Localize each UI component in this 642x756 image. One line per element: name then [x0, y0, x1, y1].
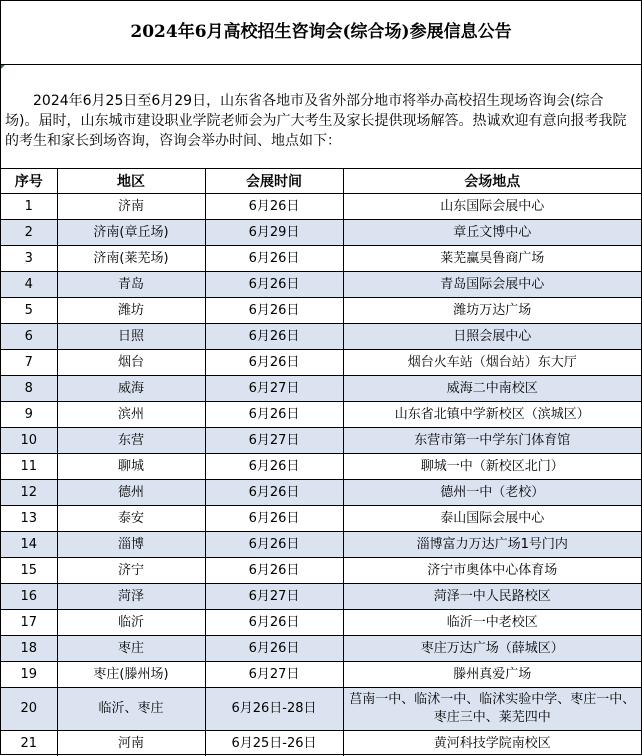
cell-region: 济宁: [57, 558, 205, 584]
table-row: [1, 246, 641, 272]
cell-no: 14: [1, 532, 57, 558]
cell-no: 16: [1, 584, 57, 610]
table-row: [1, 402, 641, 428]
cell-venue: 泰山国际会展中心: [343, 506, 641, 532]
cell-no: 10: [1, 428, 57, 454]
cell-region: 枣庄(滕州场): [57, 662, 205, 688]
table-row: [1, 532, 641, 558]
cell-no: 7: [1, 350, 57, 376]
cell-no: 3: [1, 246, 57, 272]
cell-region: 泰安: [57, 506, 205, 532]
cell-region: 济南: [57, 194, 205, 220]
cell-time: 6月27日: [205, 584, 343, 610]
cell-region: 潍坊: [57, 298, 205, 324]
cell-no: 17: [1, 610, 57, 636]
table-row: [1, 194, 641, 220]
cell-venue: 聊城一中（新校区北门）: [343, 454, 641, 480]
table-row: [1, 731, 641, 756]
cell-time: 6月27日: [205, 662, 343, 688]
table-row: [1, 428, 641, 454]
cell-region: 河南: [57, 731, 205, 756]
cell-region: 聊城: [57, 454, 205, 480]
cell-no: 9: [1, 402, 57, 428]
cell-venue: 枣庄万达广场（薛城区）: [343, 636, 641, 662]
table-row: [1, 220, 641, 246]
cell-time: 6月26日: [205, 194, 343, 220]
cell-time: 6月26日: [205, 558, 343, 584]
table-row: [1, 480, 641, 506]
cell-no: 6: [1, 324, 57, 350]
notice-title: 2024年6月高校招生咨询会(综合场)参展信息公告: [1, 1, 641, 65]
cell-time: 6月26日: [205, 454, 343, 480]
cell-region: 东营: [57, 428, 205, 454]
cell-no: 1: [1, 194, 57, 220]
cell-time: 6月26日: [205, 298, 343, 324]
header-venue: 会场地点: [343, 169, 641, 194]
cell-venue: 烟台火车站（烟台站）东大厅: [343, 350, 641, 376]
cell-time: 6月26日: [205, 246, 343, 272]
table-row: [1, 324, 641, 350]
cell-no: 5: [1, 298, 57, 324]
cell-time: 6月26日: [205, 532, 343, 558]
table-row: [1, 506, 641, 532]
table-row: [1, 272, 641, 298]
table-row: [1, 610, 641, 636]
cell-time: 6月26日: [205, 402, 343, 428]
cell-venue: 山东国际会展中心: [343, 194, 641, 220]
cell-venue: 淄博富力万达广场1号门内: [343, 532, 641, 558]
cell-region: 济南(莱芜场): [57, 246, 205, 272]
cell-corner-mark: [1, 65, 5, 69]
cell-region: 烟台: [57, 350, 205, 376]
header-time: 会展时间: [205, 169, 343, 194]
cell-no: 13: [1, 506, 57, 532]
notice-intro: 2024年6月25日至6月29日，山东省各地市及省外部分地市将举办高校招生现场咨询会(综合场)。届时，山东城市建设职业学院老师会为广大考生及家长提供现场解答。热诚欢迎有意向报考我院的考生和家长到场咨询，咨询会举办时间、地点如下：: [1, 65, 641, 169]
cell-time: 6月25日-26日: [205, 731, 343, 756]
cell-no: 12: [1, 480, 57, 506]
table-row: [1, 662, 641, 688]
cell-venue: 黄河科技学院南校区: [343, 731, 641, 756]
cell-region: 临沂: [57, 610, 205, 636]
table-header-row: [1, 169, 641, 194]
cell-region: 日照: [57, 324, 205, 350]
cell-venue: 青岛国际会展中心: [343, 272, 641, 298]
table-row: [1, 636, 641, 662]
cell-venue: 莒南一中、临沭一中、临沭实验中学、枣庄一中、枣庄三中、莱芜四中: [343, 688, 641, 731]
cell-venue: 威海二中南校区: [343, 376, 641, 402]
cell-time: 6月26日: [205, 506, 343, 532]
cell-region: 淄博: [57, 532, 205, 558]
cell-no: 21: [1, 731, 57, 756]
cell-time: 6月26日: [205, 324, 343, 350]
cell-region: 济南(章丘场): [57, 220, 205, 246]
cell-venue: 章丘文博中心: [343, 220, 641, 246]
cell-no: 15: [1, 558, 57, 584]
table-row: [1, 298, 641, 324]
cell-time: 6月26日: [205, 272, 343, 298]
schedule-table: [1, 169, 641, 756]
cell-no: 20: [1, 688, 57, 731]
cell-time: 6月26日: [205, 480, 343, 506]
table-row: [1, 376, 641, 402]
cell-time: 6月27日: [205, 428, 343, 454]
cell-venue: 济宁市奥体中心体育场: [343, 558, 641, 584]
cell-time: 6月29日: [205, 220, 343, 246]
cell-venue: 菏泽一中人民路校区: [343, 584, 641, 610]
cell-time: 6月26日-28日: [205, 688, 343, 731]
cell-no: 19: [1, 662, 57, 688]
cell-time: 6月26日: [205, 610, 343, 636]
cell-time: 6月26日: [205, 636, 343, 662]
cell-no: 4: [1, 272, 57, 298]
cell-venue: 德州一中（老校）: [343, 480, 641, 506]
cell-venue: 莱芜赢昊鲁商广场: [343, 246, 641, 272]
cell-region: 滨州: [57, 402, 205, 428]
cell-no: 18: [1, 636, 57, 662]
cell-region: 枣庄: [57, 636, 205, 662]
cell-venue: 滕州真爱广场: [343, 662, 641, 688]
cell-no: 11: [1, 454, 57, 480]
cell-venue: 山东省北镇中学新校区（滨城区）: [343, 402, 641, 428]
cell-venue: 临沂一中老校区: [343, 610, 641, 636]
cell-region: 临沂、枣庄: [57, 688, 205, 731]
table-row: [1, 454, 641, 480]
header-region: 地区: [57, 169, 205, 194]
cell-region: 菏泽: [57, 584, 205, 610]
cell-no: 8: [1, 376, 57, 402]
cell-region: 青岛: [57, 272, 205, 298]
table-row: [1, 584, 641, 610]
cell-region: 威海: [57, 376, 205, 402]
cell-time: 6月27日: [205, 376, 343, 402]
cell-venue: 东营市第一中学东门体育馆: [343, 428, 641, 454]
cell-no: 2: [1, 220, 57, 246]
cell-venue: 日照会展中心: [343, 324, 641, 350]
cell-venue: 潍坊万达广场: [343, 298, 641, 324]
cell-region: 德州: [57, 480, 205, 506]
cell-time: 6月26日: [205, 350, 343, 376]
table-row: [1, 558, 641, 584]
header-no: 序号: [1, 169, 57, 194]
table-row: [1, 350, 641, 376]
table-row: [1, 688, 641, 731]
